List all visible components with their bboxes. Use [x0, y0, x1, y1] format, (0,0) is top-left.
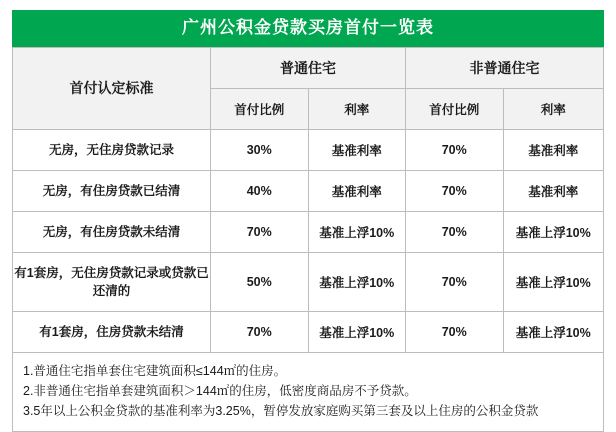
row-ordinary-ratio: 40% — [211, 170, 309, 211]
header-group-nonordinary: 非普通住宅 — [406, 47, 604, 88]
row-ordinary-rate: 基准上浮10% — [308, 311, 406, 352]
row-nonordinary-rate: 基准上浮10% — [503, 252, 604, 311]
footnotes — [12, 353, 604, 432]
table-row — [13, 211, 604, 252]
row-nonordinary-rate: 基准利率 — [503, 170, 604, 211]
row-ordinary-rate: 基准利率 — [308, 129, 406, 170]
row-ordinary-rate: 基准上浮10% — [308, 211, 406, 252]
row-ordinary-rate: 基准上浮10% — [308, 252, 406, 311]
row-criteria: 无房，有住房贷款未结清 — [13, 211, 211, 252]
down-payment-table — [12, 47, 604, 353]
row-nonordinary-ratio: 70% — [406, 311, 504, 352]
header-criteria: 首付认定标准 — [13, 47, 211, 129]
table-row — [13, 129, 604, 170]
row-criteria: 无房，无住房贷款记录 — [13, 129, 211, 170]
row-nonordinary-ratio: 70% — [406, 170, 504, 211]
header-group-ordinary: 普通住宅 — [211, 47, 406, 88]
header-nonordinary-rate: 利率 — [503, 88, 604, 129]
header-ordinary-rate: 利率 — [308, 88, 406, 129]
row-ordinary-rate: 基准利率 — [308, 170, 406, 211]
row-ordinary-ratio: 70% — [211, 211, 309, 252]
footnote-2: 2.非普通住宅指单套建筑面积＞144㎡的住房，低密度商品房不予贷款。 — [23, 383, 417, 398]
table-row — [13, 170, 604, 211]
row-nonordinary-rate: 基准利率 — [503, 129, 604, 170]
row-ordinary-ratio: 70% — [211, 311, 309, 352]
header-ordinary-ratio: 首付比例 — [211, 88, 309, 129]
header-nonordinary-ratio: 首付比例 — [406, 88, 504, 129]
footnote-1: 1.普通住宅指单套住宅建筑面积≤144㎡的住房。 — [23, 363, 287, 378]
row-criteria: 有1套房，住房贷款未结清 — [13, 311, 211, 352]
table-header-row-1 — [13, 47, 604, 88]
row-nonordinary-ratio: 70% — [406, 252, 504, 311]
row-nonordinary-ratio: 70% — [406, 211, 504, 252]
footnote-3: 3.5年以上公积金贷款的基准利率为3.25%，暂停发放家庭购买第三套及以上住房的公积金贷款 — [23, 403, 539, 418]
row-nonordinary-rate: 基准上浮10% — [503, 211, 604, 252]
table-row — [13, 311, 604, 352]
row-criteria: 有1套房，无住房贷款记录或贷款已还清的 — [13, 252, 211, 311]
table-row — [13, 252, 604, 311]
row-ordinary-ratio: 30% — [211, 129, 309, 170]
row-ordinary-ratio: 50% — [211, 252, 309, 311]
row-nonordinary-ratio: 70% — [406, 129, 504, 170]
row-criteria: 无房，有住房贷款已结清 — [13, 170, 211, 211]
page-title: 广州公积金贷款买房首付一览表 — [12, 10, 604, 47]
row-nonordinary-rate: 基准上浮10% — [503, 311, 604, 352]
